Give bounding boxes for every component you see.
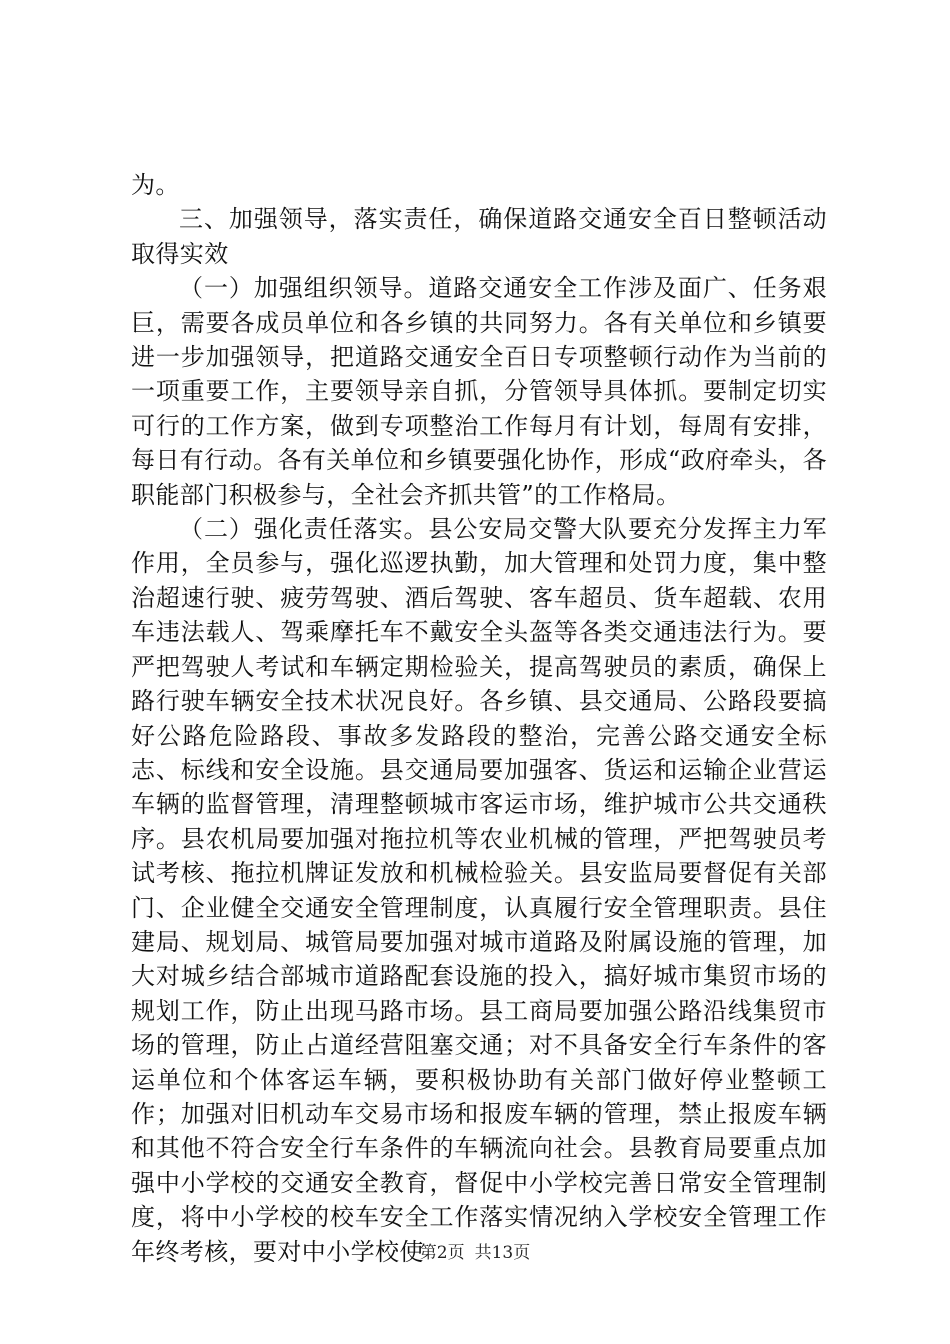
paragraph-organization-leadership: （一）加强组织领导。道路交通安全工作涉及面广、任务艰巨，需要各成员单位和各乡镇的共同努力。各有关单位和乡镇要进一步加强领导，把道路交通安全百日专项整顿行动作为当前的一项重要工作，主要领导亲自抓，分管领导具体抓。要制定切实可行的工作方案，做到专项整治工作每月有计划，每周有安排，每日有行动。各有关单位和乡镇要强化协作，形成“政府牵头，各职能部门积极参与，全社会齐抓共管”的工作格局。 bbox=[131, 274, 827, 509]
paragraph-responsibility: （二）强化责任落实。县公安局交警大队要充分发挥主力军作用，全员参与，强化巡逻执勤，加大管理和处罚力度，集中整治超速行驶、疲劳驾驶、酒后驾驶、客车超员、货车超载、农用车违法载人、驾乘摩托车不戴安全头盔等各类交通违法行为。要严把驾驶人考试和车辆定期检验关，提高驾驶员的素质，确保上路行驶车辆安全技术状况良好。各乡镇、县交通局、公路段要搞好公路危险路段、事故多发路段的整治，完善公路交通安全标志、标线和安全设施。县交通局要加强客、货运和运输企业营运车辆的监督管理，清理整顿城市客运市场，维护城市公共交通秩序。县农机局要加强对拖拉机等农业机械的管理，严把驾驶员考试考核、拖拉机牌证发放和机械检验关。县安监局要督促有关部门、企业健全交通安全管理制度，认真履行安全管理职责。县住建局、规划局、城管局要加强对城市道路及附属设施的管理，加大对城乡结合部城市道路配套设施的投入，搞好城市集贸市场的规划工作，防止出现马路市场。县工商局要加强公路沿线集贸市场的管理，防止占道经营阻塞交通；对不具备安全行车条件的客运单位和个体客运车辆，要积极协助有关部门做好停业整顿工作；加强对旧机动车交易市场和报废车辆的管理，禁止报废车辆和其他不符合安全行车条件的车辆流向社会。县教育局要重点加强中小学校的交通安全教育，督促中小学校完善日常安全管理制度，将中小学校的校车安全工作落实情况纳入学校安全管理工作年终考核，要对中小学校使 bbox=[131, 515, 827, 1266]
page-footer bbox=[0, 1241, 950, 1265]
page-total: 共13页 bbox=[474, 1243, 531, 1263]
document-body bbox=[131, 168, 827, 1269]
page-number: 第2页 bbox=[419, 1243, 465, 1263]
section-heading: 三、加强领导，落实责任，确保道路交通安全百日整顿活动取得实效 bbox=[131, 205, 827, 268]
paragraph-continuation: 为。 bbox=[131, 171, 180, 199]
